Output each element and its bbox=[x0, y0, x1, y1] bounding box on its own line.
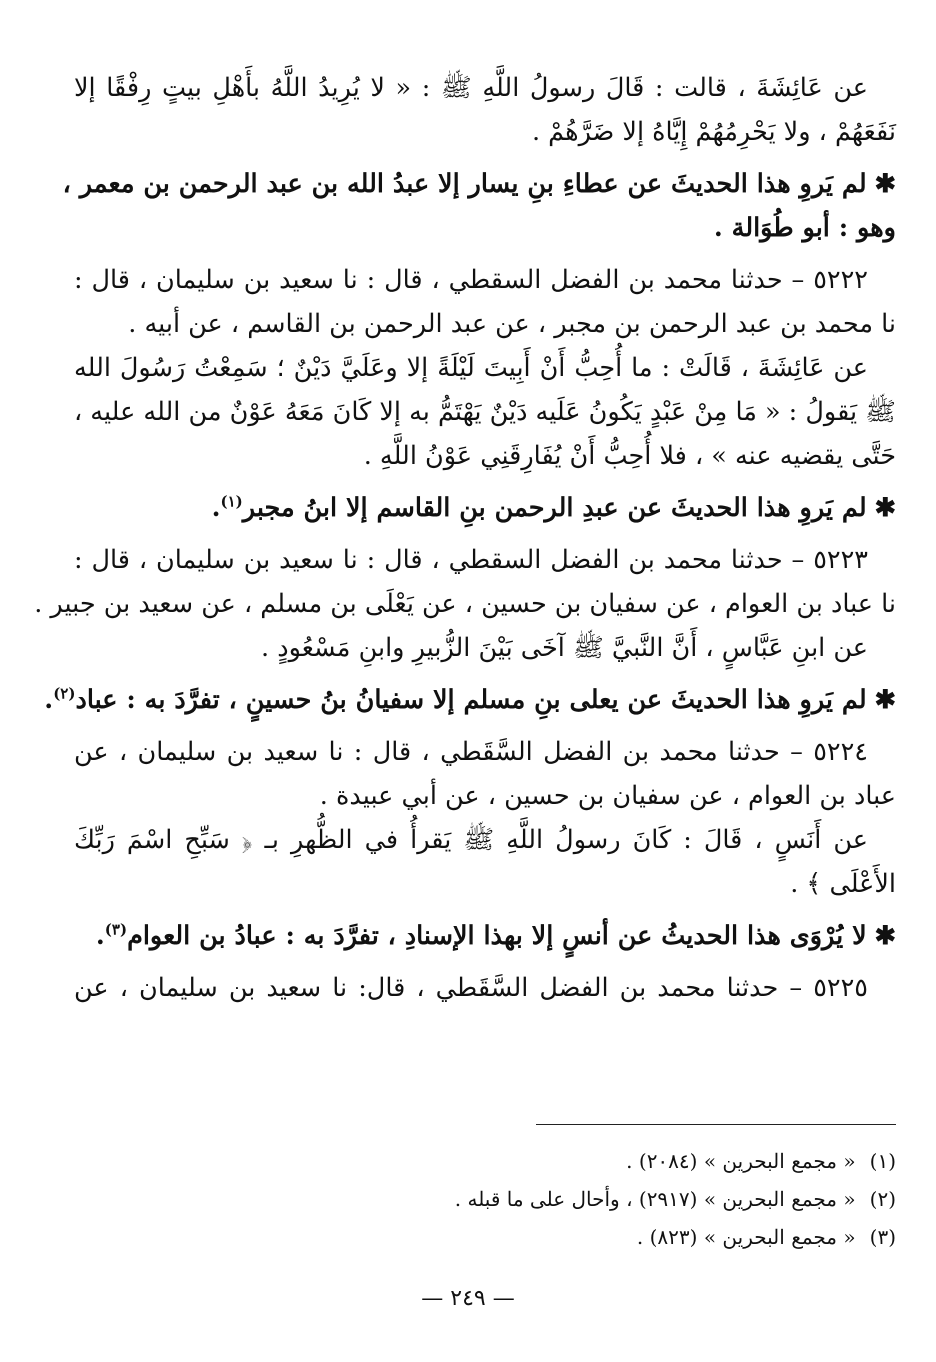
footnote-text: « مجمع البحرين » (٢٩١٧) ، وأحال على ما قبله . bbox=[454, 1187, 856, 1211]
period: . bbox=[211, 493, 221, 523]
line-text: ٥٢٢٤ – حدثنا محمد بن الفضل السَّقَطي ، قال : نا سعيد بن سليمان ، عن bbox=[74, 737, 868, 767]
line-text: وهو : أبو طُوَالة . bbox=[713, 213, 896, 243]
period: . bbox=[95, 921, 105, 951]
star-marker-icon: ✱ bbox=[874, 493, 896, 523]
line-text: عن عَائِشَةَ ، قالت : قَالَ رسولُ اللَّهِ ﷺ : « لا يُرِيدُ اللَّهُ بأَهْلِ بيتٍ رِفْقًا إلا bbox=[74, 73, 868, 103]
text-line bbox=[74, 258, 896, 302]
line-text: لم يَروِ هذا الحديثَ عن يعلى بنِ مسلم إلا سفيانُ بنُ حسينٍ ، تفرَّدَ به : عباد bbox=[75, 685, 867, 715]
footnote-number: (٣) bbox=[869, 1225, 896, 1249]
period: . bbox=[44, 685, 54, 715]
star-marker-icon: ✱ bbox=[874, 169, 896, 199]
text-line bbox=[74, 66, 896, 110]
text-line bbox=[74, 538, 896, 582]
footnote-number: (١) bbox=[869, 1149, 896, 1173]
line-text: الأَعْلَى ﴾ . bbox=[790, 869, 896, 899]
footnote-ref: (٣) bbox=[104, 920, 128, 939]
text-line bbox=[74, 390, 896, 434]
text-line bbox=[74, 486, 896, 530]
footnote-number: (٢) bbox=[869, 1187, 896, 1211]
text-line bbox=[74, 730, 896, 774]
line-text: نا عباد بن العوام ، عن سفيان بن حسين ، عن يَعْلَى بن مسلم ، عن سعيد بن جبير . bbox=[34, 589, 896, 619]
line-text: لم يَروِ هذا الحديثَ عن عبدِ الرحمن بنِ القاسم إلا ابنُ مجبر bbox=[242, 493, 867, 523]
line-text: لم يَروِ هذا الحديثَ عن عطاءِ بنِ يسار إلا عبدُ الله بن عبد الرحمن بن معمر ، bbox=[62, 169, 867, 199]
line-text: عن عَائِشَةَ ، قَالَتْ : ما أُحِبُّ أَنْ أَبِيتَ لَيْلَةً إلا وعَلَيَّ دَيْنٌ ؛ سَمِعْتُ رَسُولَ الله bbox=[74, 353, 868, 383]
text-line bbox=[74, 774, 896, 818]
footnote bbox=[74, 1218, 896, 1256]
text-line bbox=[74, 346, 896, 390]
text-line bbox=[74, 206, 896, 250]
line-text: ٥٢٢٣ – حدثنا محمد بن الفضل السقطي ، قال : نا سعيد بن سليمان ، قال : bbox=[74, 545, 868, 575]
line-text: نَفَعَهُمْ ، ولا يَحْرِمُهُمْ إِيَّاهُ إلا ضَرَّهُمْ . bbox=[531, 117, 896, 147]
text-line bbox=[74, 914, 896, 958]
text-line bbox=[62, 162, 896, 206]
page-number: — ٢٤٩ — bbox=[421, 1286, 515, 1311]
star-marker-icon: ✱ bbox=[874, 685, 896, 715]
line-text: ٥٢٢٢ – حدثنا محمد بن الفضل السقطي ، قال : نا سعيد بن سليمان ، قال : bbox=[74, 265, 868, 295]
text-line bbox=[74, 434, 896, 478]
star-marker-icon: ✱ bbox=[874, 921, 896, 951]
text-line bbox=[74, 110, 896, 154]
line-text: عن ابنِ عَبَّاسٍ ، أَنَّ النَّبيَّ ﷺ آخَى بَيْنَ الزُّبيرِ وابنِ مَسْعُودٍ . bbox=[261, 633, 868, 663]
line-text: ﷺ يَقولُ : « مَا مِنْ عَبْدٍ يَكُونُ عَلَيه دَيْنٌ يَهْتَمُّ به إلا كَانَ مَعَهُ عَوْنٌ من الله عليه ، bbox=[73, 397, 896, 427]
footnote bbox=[74, 1142, 896, 1180]
line-text: نا محمد بن عبد الرحمن بن مجبر ، عن عبد الرحمن بن القاسم ، عن أبيه . bbox=[128, 309, 896, 339]
footnote-ref: (٢) bbox=[53, 684, 76, 703]
footnote bbox=[74, 1180, 896, 1218]
footnote-separator bbox=[536, 1124, 896, 1125]
text-line bbox=[44, 678, 896, 722]
line-text: حَتَّى يقضيه عنه » ، فلا أُحِبُّ أَنْ يُفَارِقَنِي عَوْنُ اللَّهِ . bbox=[363, 441, 896, 471]
text-line bbox=[74, 966, 896, 1010]
text-line bbox=[74, 818, 896, 862]
footnote-text: « مجمع البحرين » (٢٠٨٤) . bbox=[626, 1149, 856, 1173]
line-text: عباد بن العوام ، عن سفيان بن حسين ، عن أبي عبيدة . bbox=[319, 781, 896, 811]
footnote-ref: (١) bbox=[220, 492, 243, 511]
text-line bbox=[74, 302, 896, 346]
footnote-text: « مجمع البحرين » (٨٢٣) . bbox=[636, 1225, 856, 1249]
text-line bbox=[34, 582, 896, 626]
line-text: عن أَنَسٍ ، قَالَ : كَانَ رسولُ اللَّهِ ﷺ يَقرأُ في الظُّهرِ بـ ﴿ سَبِّحِ اسْمَ رَبِّكَ bbox=[74, 825, 868, 855]
line-text: لا يُرْوَى هذا الحديثُ عن أنسٍ إلا بهذا الإسنادِ ، تفرَّدَ به : عبادُ بن العوام bbox=[127, 921, 867, 951]
body-text bbox=[34, 66, 896, 1010]
text-line bbox=[74, 626, 896, 670]
line-text: ٥٢٢٥ – حدثنا محمد بن الفضل السَّقَطي ، قال: نا سعيد بن سليمان ، عن bbox=[74, 973, 868, 1003]
text-line bbox=[74, 862, 896, 906]
footnotes bbox=[74, 1142, 896, 1256]
